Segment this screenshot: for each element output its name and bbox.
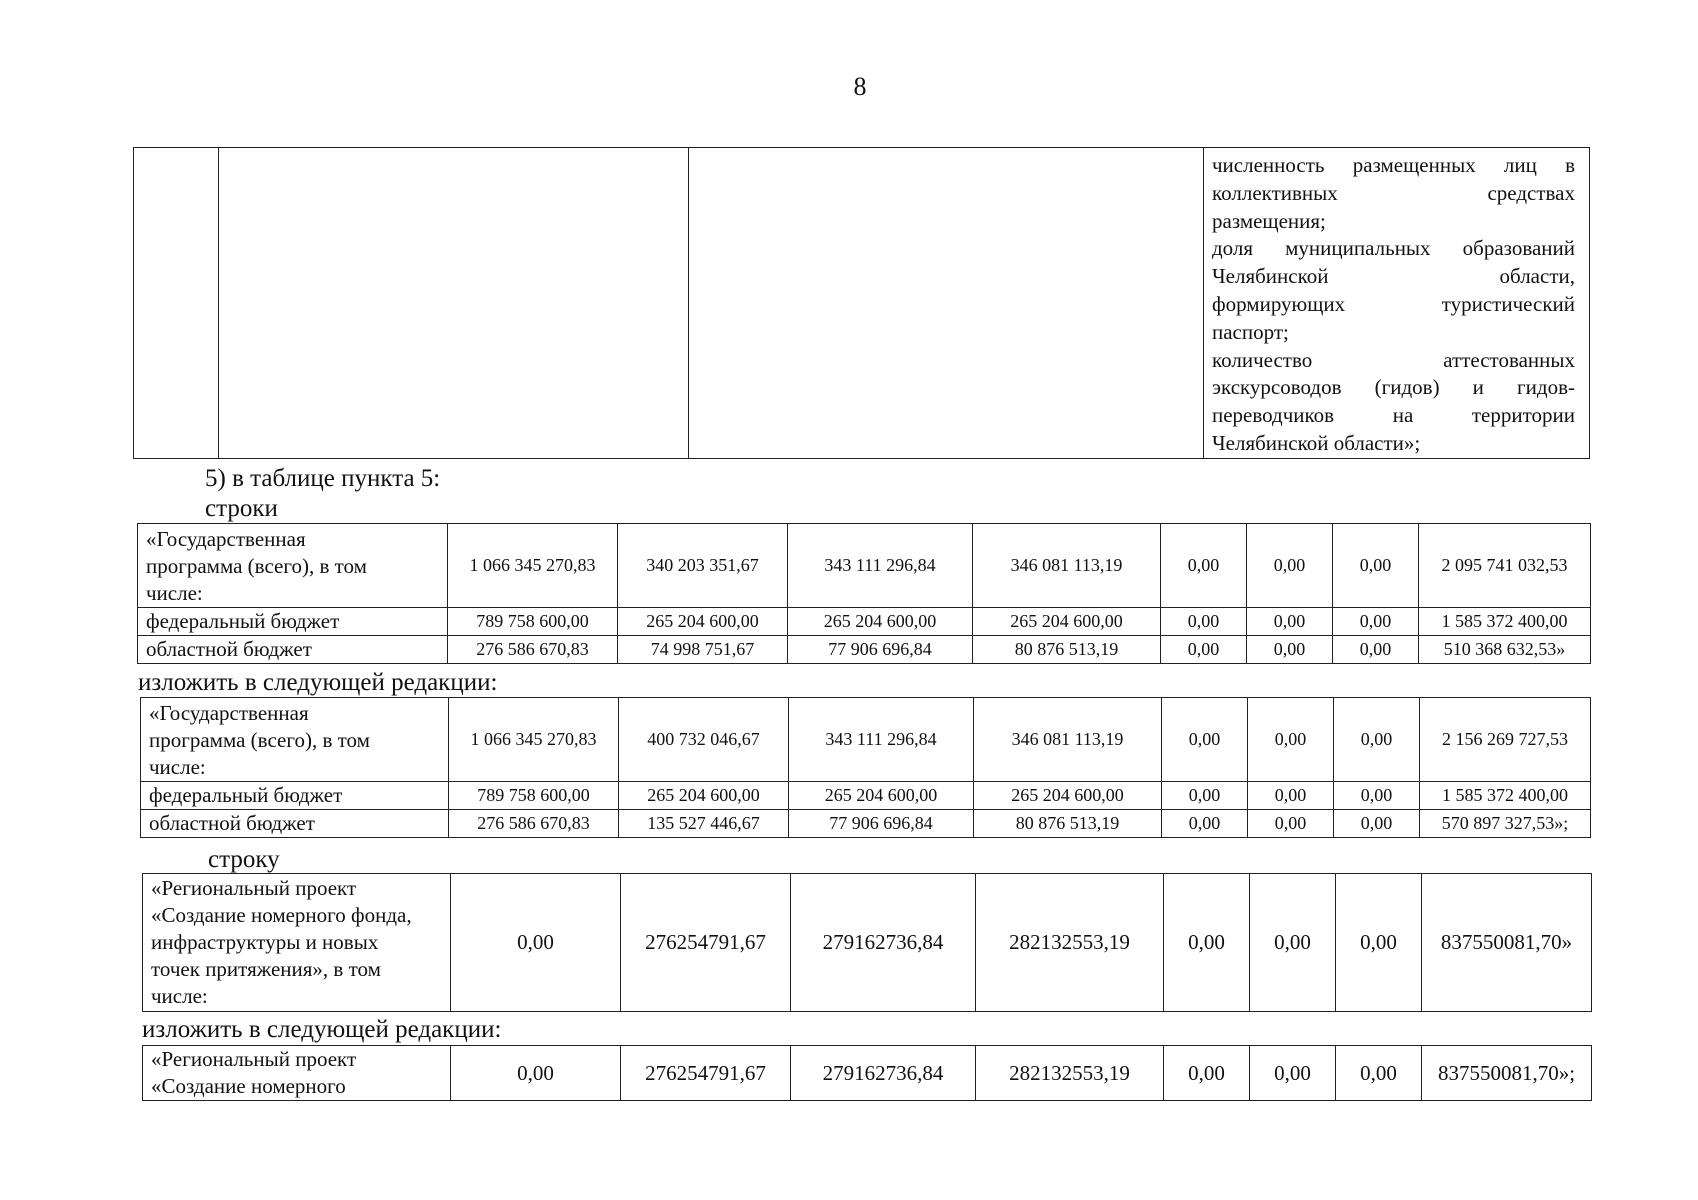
empty-cell [134,148,219,459]
value-cell: 135 527 446,67 [619,810,789,838]
value-cell: 0,00 [1333,636,1419,664]
table-row [141,810,1591,838]
value-cell: 282132553,19 [976,874,1164,1012]
row-label: «Государственная программа (всего), в том числе: [138,524,448,608]
value-cell: 276 586 670,83 [448,636,618,664]
value-cell: 0,00 [1336,874,1422,1012]
rows-label: строки [205,495,278,522]
indicator-list-cell [1204,148,1590,459]
value-cell: 0,00 [451,874,621,1012]
indicator-line: количество аттестованных [1212,347,1575,372]
project-label: «Региональный проект «Создание номерного [143,1046,451,1101]
value-cell: 0,00 [1250,874,1336,1012]
value-cell: 2 156 269 727,53 [1420,698,1591,782]
row-label: федеральный бюджет [138,608,448,636]
value-cell: 1 585 372 400,00 [1420,782,1591,810]
value-cell: 0,00 [1247,524,1333,608]
value-cell: 789 758 600,00 [448,608,618,636]
indicator-line: формирующих туристический [1212,291,1575,316]
value-cell: 265 204 600,00 [974,782,1162,810]
value-cell: 0,00 [1161,636,1247,664]
value-cell: 80 876 513,19 [974,810,1162,838]
table-row [138,608,1591,636]
value-cell: 346 081 113,19 [973,524,1161,608]
indicator-line: размещения; [1212,208,1326,233]
value-cell: 0,00 [1161,524,1247,608]
replace-phrase-2: изложить в следующей редакции: [142,1016,502,1043]
table-row [138,636,1591,664]
row-label: федеральный бюджет [141,782,449,810]
value-cell: 0,00 [1247,636,1333,664]
value-cell: 0,00 [1250,1046,1336,1101]
section-heading: 5) в таблице пункта 5: [205,465,441,492]
value-cell: 0,00 [1164,874,1250,1012]
value-cell: 265 204 600,00 [788,608,973,636]
value-cell: 0,00 [1333,608,1419,636]
indicator-line: коллективных средствах [1212,180,1575,205]
value-cell: 279162736,84 [791,874,976,1012]
value-cell: 265 204 600,00 [973,608,1161,636]
indicators-table [133,147,1590,459]
value-cell: 1 066 345 270,83 [449,698,619,782]
value-cell: 282132553,19 [976,1046,1164,1101]
value-cell: 340 203 351,67 [618,524,788,608]
value-cell: 265 204 600,00 [789,782,974,810]
indicator-list [1204,148,1589,458]
value-cell: 346 081 113,19 [974,698,1162,782]
row-label: областной бюджет [141,810,449,838]
indicator-line: паспорт; [1212,319,1289,344]
value-cell: 0,00 [1164,1046,1250,1101]
value-cell: 570 897 327,53»; [1420,810,1591,838]
row-label: строку [208,846,280,873]
value-cell: 0,00 [451,1046,621,1101]
value-cell: 0,00 [1334,698,1420,782]
value-cell: 837550081,70»; [1422,1046,1592,1101]
value-cell: 400 732 046,67 [619,698,789,782]
value-cell: 276254791,67 [621,1046,791,1101]
value-cell: 0,00 [1247,608,1333,636]
replace-phrase-1: изложить в следующей редакции: [138,669,498,696]
value-cell: 2 095 741 032,53 [1419,524,1591,608]
project-label: «Региональный проект «Создание номерного фонда, инфраструктуры и новых точек притяжения», в том числе: [143,874,451,1012]
value-cell: 0,00 [1334,810,1420,838]
indicator-line: Челябинской области»; [1212,430,1421,455]
value-cell: 0,00 [1334,782,1420,810]
new-project-table [142,1045,1592,1101]
value-cell: 789 758 600,00 [449,782,619,810]
value-cell: 0,00 [1248,810,1334,838]
value-cell: 0,00 [1336,1046,1422,1101]
value-cell: 0,00 [1162,782,1248,810]
indicator-line: переводчиков на территории [1212,403,1575,428]
value-cell: 279162736,84 [791,1046,976,1101]
value-cell: 77 906 696,84 [788,636,973,664]
value-cell: 276254791,67 [621,874,791,1012]
table-row [138,524,1591,608]
table-row [141,698,1591,782]
row-label: областной бюджет [138,636,448,664]
old-program-table [137,523,1591,664]
indicator-line: экскурсоводов (гидов) и гидов- [1212,375,1575,400]
value-cell: 0,00 [1162,698,1248,782]
value-cell: 510 368 632,53» [1419,636,1591,664]
value-cell: 265 204 600,00 [618,608,788,636]
value-cell: 837550081,70» [1422,874,1592,1012]
value-cell: 0,00 [1333,524,1419,608]
value-cell: 1 585 372 400,00 [1419,608,1591,636]
old-project-table [142,873,1592,1012]
empty-cell [689,148,1204,459]
indicator-line: доля муниципальных образований [1212,236,1575,261]
new-program-table [140,697,1591,838]
value-cell: 74 998 751,67 [618,636,788,664]
page-number: 8 [853,72,867,101]
indicator-line: численность размещенных лиц в [1212,153,1575,177]
value-cell: 0,00 [1248,782,1334,810]
indicator-line: Челябинской области, [1212,264,1575,289]
value-cell: 276 586 670,83 [449,810,619,838]
value-cell: 1 066 345 270,83 [448,524,618,608]
value-cell: 0,00 [1162,810,1248,838]
value-cell: 343 111 296,84 [788,524,973,608]
value-cell: 0,00 [1248,698,1334,782]
value-cell: 80 876 513,19 [973,636,1161,664]
empty-cell [219,148,689,459]
value-cell: 77 906 696,84 [789,810,974,838]
value-cell: 0,00 [1161,608,1247,636]
value-cell: 343 111 296,84 [789,698,974,782]
value-cell: 265 204 600,00 [619,782,789,810]
row-label: «Государственная программа (всего), в том числе: [141,698,449,782]
table-row [141,782,1591,810]
